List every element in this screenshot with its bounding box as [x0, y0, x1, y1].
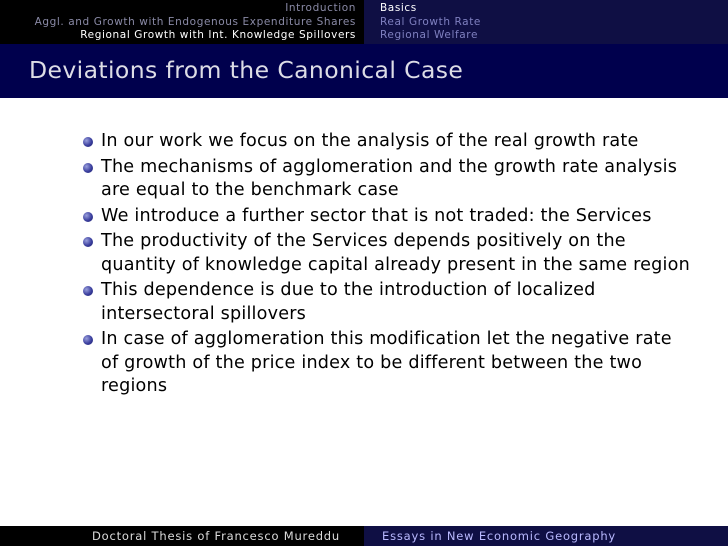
- nav-subsection-regional-welfare[interactable]: Regional Welfare: [380, 29, 479, 41]
- footer-author[interactable]: Doctoral Thesis of Francesco Mureddu: [91, 529, 340, 543]
- bullet-ball-icon: [83, 286, 93, 296]
- bullet-item: [101, 205, 691, 229]
- bullet-text: In our work we focus on the analysis of the real growth rate: [101, 131, 639, 151]
- bullet-item: [101, 156, 691, 203]
- slide-title: Deviations from the Canonical Case: [29, 56, 464, 84]
- nav-section-aggl-growth[interactable]: Aggl. and Growth with Endogenous Expenditure Shares: [34, 15, 356, 28]
- bullet-ball-icon: [83, 163, 93, 173]
- footer-title[interactable]: Essays in New Economic Geography: [382, 529, 617, 543]
- nav-subsection-real-growth-rate[interactable]: Real Growth Rate: [380, 15, 481, 28]
- bullet-text: We introduce a further sector that is not traded: the Services: [101, 205, 652, 226]
- bullet-text: The productivity of the Services depends positively on the quantity of knowledge capital already present in the same region: [101, 231, 690, 275]
- navigation-bar: [0, 0, 728, 44]
- footer-bar: [0, 526, 728, 546]
- bullet-text: The mechanisms of agglomeration and the growth rate analysis are equal to the benchmark case: [101, 156, 678, 200]
- bullet-item: [101, 230, 691, 277]
- bullet-ball-icon: [83, 137, 93, 147]
- frame-title-bar: [0, 44, 728, 98]
- subsection-navigation: [364, 0, 728, 44]
- section-navigation: [0, 0, 364, 44]
- bullet-item: [101, 328, 691, 399]
- bullet-ball-icon: [83, 237, 93, 247]
- nav-section-introduction[interactable]: Introduction: [285, 2, 356, 14]
- footer-author-box: [0, 526, 364, 546]
- nav-section-regional-growth[interactable]: Regional Growth with Int. Knowledge Spillovers: [80, 29, 356, 41]
- nav-subsection-basics[interactable]: Basics: [380, 2, 417, 14]
- footer-title-box: [364, 526, 728, 546]
- bullet-text: In case of agglomeration this modification let the negative rate of growth of the price index to be different between the two regions: [101, 329, 672, 396]
- bullet-ball-icon: [83, 212, 93, 222]
- bullet-text: This dependence is due to the introduction of localized intersectoral spillovers: [101, 280, 596, 324]
- bullet-item: [101, 130, 691, 154]
- bullet-ball-icon: [83, 335, 93, 345]
- bullet-item: [101, 279, 691, 326]
- slide-content: [0, 130, 728, 401]
